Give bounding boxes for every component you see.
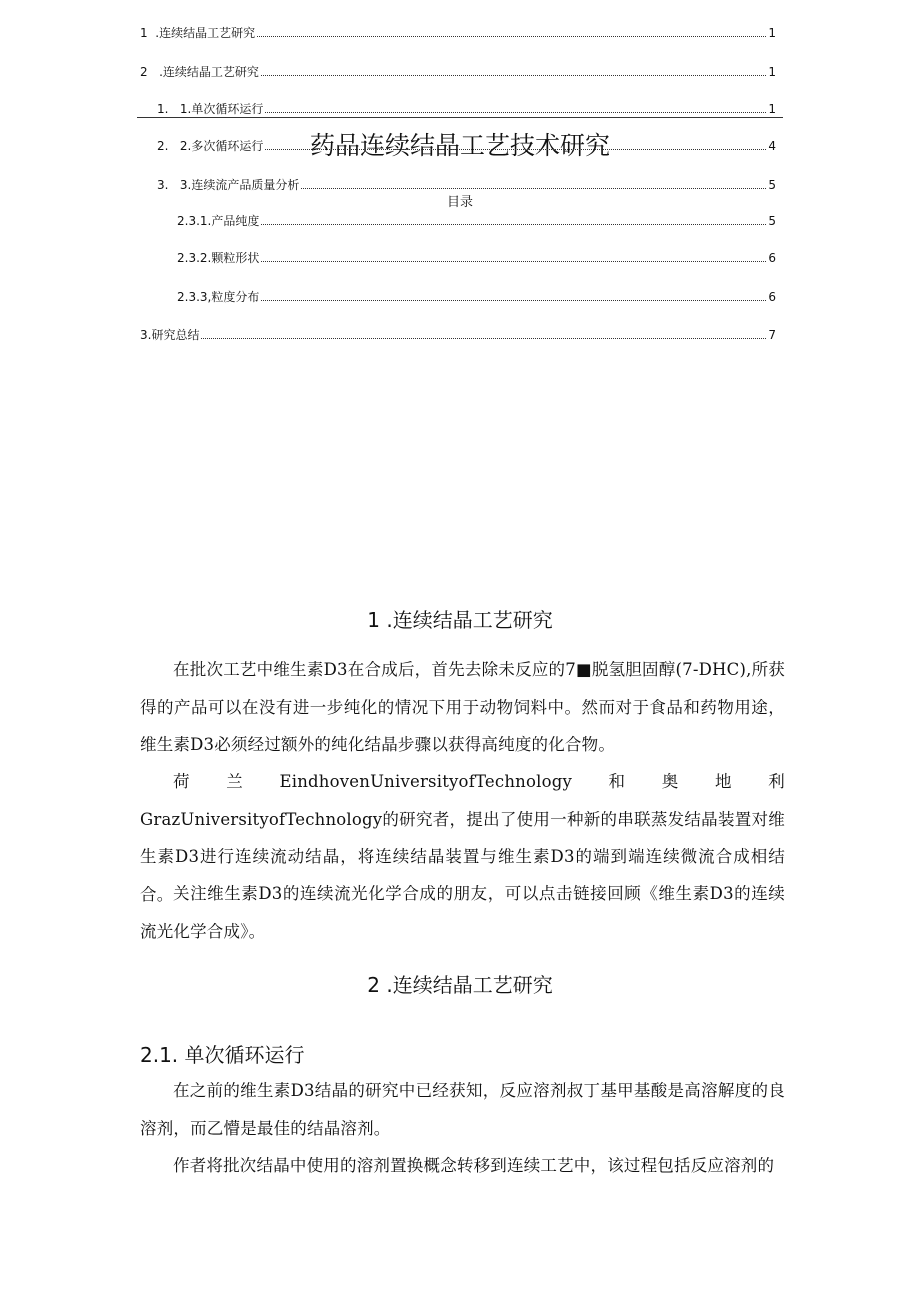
- paragraph: 关注维生素D3的连续流光化学合成的朋友，可以点击链接回顾《维生素D3的连续流光化学合成》。: [140, 884, 785, 941]
- document-title: 药品连续结晶工艺技术研究: [309, 131, 610, 160]
- toc-entry[interactable]: [157, 100, 776, 117]
- toc-label: 3. 3.连续流产品质量分析: [157, 178, 300, 192]
- section-1-heading: 1 .连续结晶工艺研究: [367, 608, 553, 632]
- toc-entry[interactable]: [177, 212, 776, 229]
- subsection-2-1-heading: 2.1. 单次循环运行: [140, 1043, 305, 1067]
- toc-entry[interactable]: [140, 24, 776, 41]
- paragraph: 在之前的维生素D3结晶的研究中已经获知，反应溶剂叔丁基甲基酸是高溶解度的良溶剂，而乙懵是最佳的结晶溶剂。: [140, 1081, 785, 1138]
- toc-page: 7: [768, 328, 776, 342]
- toc-label: 2.3.3,粒度分布: [177, 290, 260, 304]
- section-2-heading: 2 .连续结晶工艺研究: [367, 973, 553, 997]
- toc-page: 1: [768, 65, 776, 79]
- toc-label: 2 .连续结晶工艺研究: [140, 65, 259, 79]
- toc-leader: [257, 27, 766, 37]
- toc-page: 6: [768, 290, 776, 304]
- toc-leader: [201, 329, 766, 339]
- toc-entry[interactable]: [157, 176, 776, 193]
- header-rule: [137, 117, 783, 118]
- toc-page: 4: [768, 139, 776, 153]
- toc-label: 1. 1.单次循环运行: [157, 102, 264, 116]
- toc-page: 5: [768, 178, 776, 192]
- paragraph: 在批次工艺中维生素D3在合成后，首先去除未反应的7■脱氢胆固醇(7-DHC),所获得的产品可以在没有进一步纯化的情况下用于动物饲料中。然而对于食品和药物用途，维生素D3必须经过额外的纯化结晶步骤以获得高纯度的化合物。: [140, 660, 785, 754]
- toc-leader: [265, 140, 766, 150]
- toc-page: 1: [768, 26, 776, 40]
- toc-label: 2.3.1.产品纯度: [177, 214, 260, 228]
- toc-leader: [261, 291, 766, 301]
- toc-label: 2. 2.多次循环运行: [157, 139, 264, 153]
- toc-entry[interactable]: [157, 137, 776, 154]
- toc-leader: [261, 252, 766, 262]
- toc-entry[interactable]: [177, 249, 776, 266]
- toc-page: 5: [768, 214, 776, 228]
- toc-entry[interactable]: [140, 63, 776, 80]
- toc-heading: 目录: [446, 195, 473, 210]
- toc-entry[interactable]: [140, 326, 776, 343]
- toc-entry[interactable]: [177, 288, 776, 305]
- toc-leader: [261, 215, 766, 225]
- toc-leader: [265, 103, 766, 113]
- toc-page: 1: [768, 102, 776, 116]
- paragraph: 作者将批次结晶中使用的溶剂置换概念转移到连续工艺中，该过程包括反应溶剂的: [173, 1156, 775, 1175]
- toc-label: 2.3.2.颗粒形状: [177, 251, 260, 265]
- toc-page: 6: [768, 251, 776, 265]
- toc-label: 3.研究总结: [140, 328, 200, 342]
- paragraph: 荷兰EindhovenUniversityofTechnology和奥地利GrazUniversityofTechnology的研究者，提出了使用一种新的串联蒸发结晶装置对维生素D3进行连续流动结晶，将连续结晶装置与维生素D3的端到端连续微流合成相结合。: [140, 772, 785, 904]
- toc-leader: [261, 66, 766, 76]
- toc-leader: [301, 179, 766, 189]
- toc-label: 1 .连续结晶工艺研究: [140, 26, 256, 40]
